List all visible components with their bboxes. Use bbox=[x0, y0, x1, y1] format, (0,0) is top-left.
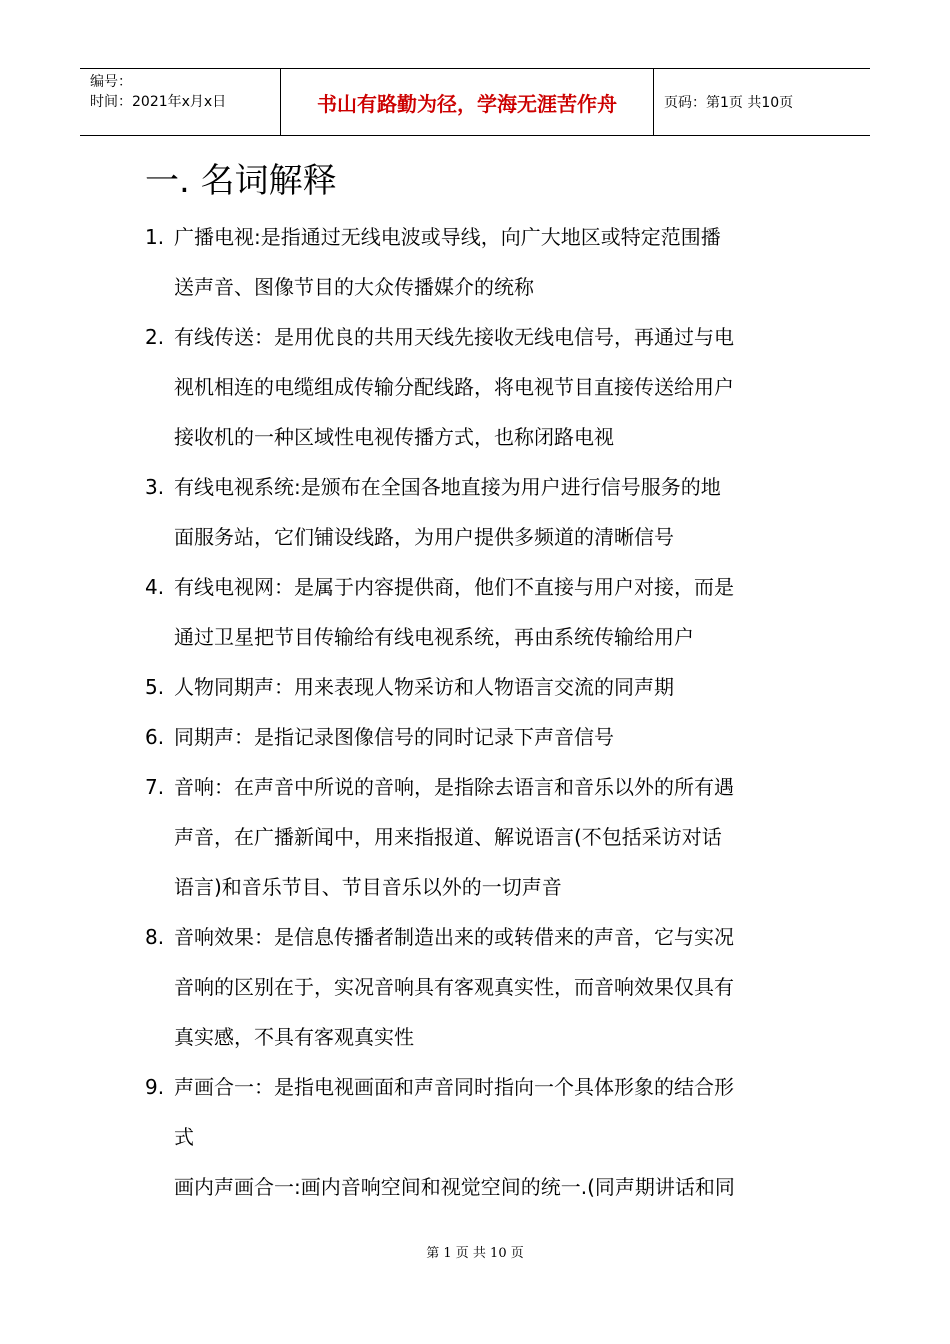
header-meta-cell bbox=[80, 69, 281, 135]
item-line: 视机相连的电缆组成传输分配线路，将电视节目直接传送给用户 bbox=[174, 375, 734, 399]
definition-item bbox=[145, 312, 815, 462]
item-text bbox=[174, 762, 815, 912]
item-line: 声音，在广播新闻中，用来指报道、解说语言(不包括采访对话 bbox=[174, 825, 722, 849]
item-line: 真实感，不具有客观真实性 bbox=[174, 1025, 414, 1049]
item-text bbox=[174, 662, 815, 712]
item-line: 式 bbox=[174, 1125, 194, 1149]
item-text bbox=[174, 562, 815, 662]
item-line: 人物同期声：用来表现人物采访和人物语言交流的同声期 bbox=[174, 675, 674, 699]
sub-paragraph: 画内声画合一:画内音响空间和视觉空间的统一.(同声期讲话和同 bbox=[174, 1175, 735, 1199]
item-number: 6. bbox=[145, 725, 165, 749]
item-text bbox=[174, 912, 815, 1062]
item-line: 有线传送：是用优良的共用天线先接收无线电信号，再通过与电 bbox=[174, 325, 734, 349]
item-line: 声画合一：是指电视画面和声音同时指向一个具体形象的结合形 bbox=[174, 1075, 734, 1099]
item-line: 音响：在声音中所说的音响，是指除去语言和音乐以外的所有遇 bbox=[174, 775, 734, 799]
item-number: 1. bbox=[145, 225, 165, 249]
item-line: 面服务站，它们铺设线路，为用户提供多频道的清晰信号 bbox=[174, 525, 674, 549]
item-line: 音响的区别在于，实况音响具有客观真实性，而音响效果仅具有 bbox=[174, 975, 734, 999]
item-text bbox=[174, 462, 815, 562]
definition-item bbox=[145, 912, 815, 1062]
document-header bbox=[80, 68, 870, 136]
section-title: 一. 名词解释 bbox=[145, 161, 337, 201]
item-line: 同期声：是指记录图像信号的同时记录下声音信号 bbox=[174, 725, 614, 749]
definition-item bbox=[145, 762, 815, 912]
number-label: 编号： bbox=[90, 74, 132, 90]
item-line: 广播电视:是指通过无线电波或导线，向广大地区或特定范围播 bbox=[174, 225, 721, 249]
definition-item bbox=[145, 462, 815, 562]
item-number: 9. bbox=[145, 1075, 165, 1099]
item-number: 8. bbox=[145, 925, 165, 949]
item-number: 2. bbox=[145, 325, 165, 349]
item-text bbox=[174, 712, 815, 762]
definition-item bbox=[145, 562, 815, 662]
definition-item bbox=[145, 662, 815, 712]
item-number: 7. bbox=[145, 775, 165, 799]
header-motto: 书山有路勤为径，学海无涯苦作舟 bbox=[281, 69, 654, 135]
page-footer: 第 1 页 共 10 页 bbox=[426, 1246, 524, 1261]
item-number: 3. bbox=[145, 475, 165, 499]
item-line: 接收机的一种区域性电视传播方式，也称闭路电视 bbox=[174, 425, 614, 449]
item-number: 5. bbox=[145, 675, 165, 699]
item-line: 有线电视网：是属于内容提供商，他们不直接与用户对接，而是 bbox=[174, 575, 734, 599]
item-text bbox=[174, 312, 815, 462]
definition-item bbox=[145, 212, 815, 312]
document-body bbox=[145, 150, 815, 1212]
item-text bbox=[174, 1062, 815, 1162]
header-page-info: 页码：第1页 共10页 bbox=[664, 95, 794, 111]
item-line: 音响效果：是信息传播者制造出来的或转借来的声音，它与实况 bbox=[174, 925, 734, 949]
item-line: 有线电视系统:是颁布在全国各地直接为用户进行信号服务的地 bbox=[174, 475, 721, 499]
time-label: 时间：2021年x月x日 bbox=[90, 94, 227, 110]
definition-item bbox=[145, 1062, 815, 1162]
item-number: 4. bbox=[145, 575, 165, 599]
definition-item bbox=[145, 712, 815, 762]
item-text bbox=[174, 212, 815, 312]
definition-list bbox=[145, 212, 815, 1162]
item-line: 通过卫星把节目传输给有线电视系统，再由系统传输给用户 bbox=[174, 625, 694, 649]
item-line: 语言)和音乐节目、节目音乐以外的一切声音 bbox=[174, 875, 562, 899]
item-line: 送声音、图像节目的大众传播媒介的统称 bbox=[174, 275, 534, 299]
